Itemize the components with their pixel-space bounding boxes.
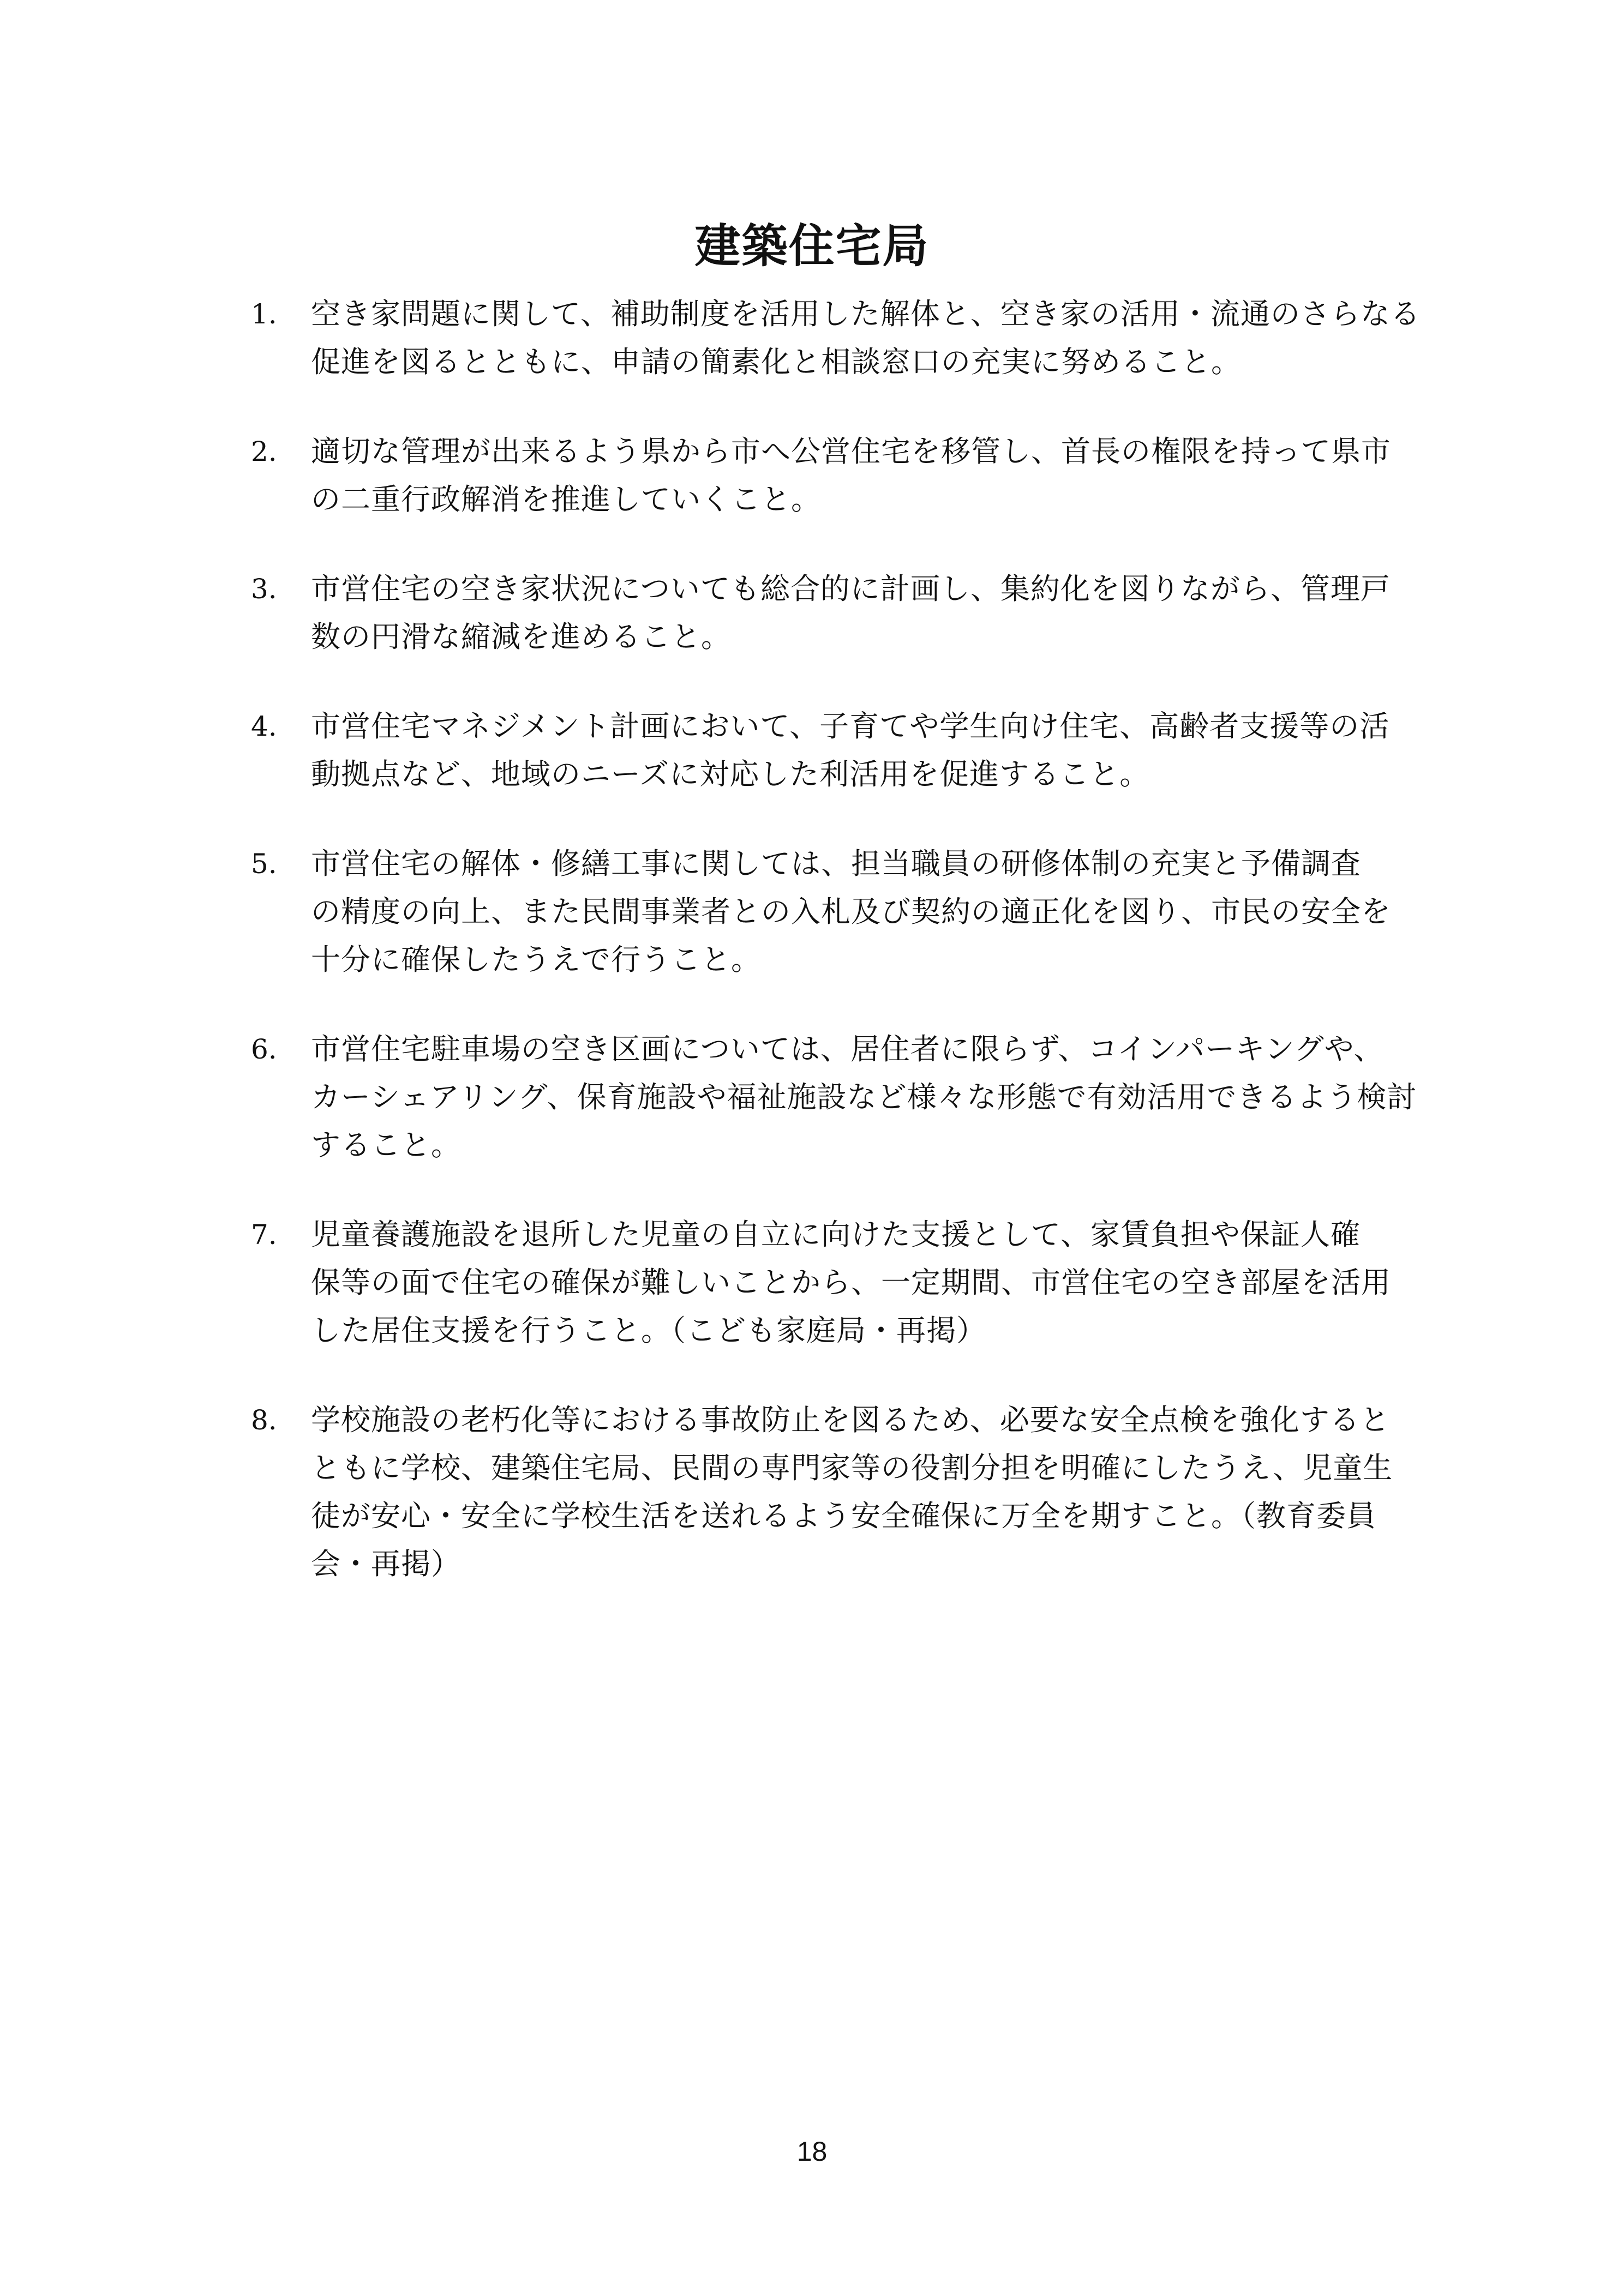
item-number: 3. xyxy=(251,573,277,605)
item-number: 7. xyxy=(251,1219,277,1251)
item-number: 4. xyxy=(251,711,277,742)
item-text: 市営住宅マネジメント計画において、子育てや学生向け住宅、高齢者支援等の活 動拠点など、地域のニーズに対応した利活用を促進すること。 xyxy=(311,709,1390,791)
item-number: 6. xyxy=(251,1033,277,1065)
list-item xyxy=(251,1396,1451,1588)
list-item xyxy=(251,428,1451,524)
list-item xyxy=(251,1211,1451,1355)
item-text: 市営住宅の解体・修繕工事に関しては、担当職員の研修体制の充実と予備調査 の精度の向上、また民間事業者との入札及び契約の適正化を図り、市民の安全を 十分に確保したうえで行うこと。 xyxy=(311,846,1391,977)
item-number: 5. xyxy=(251,848,277,880)
item-text: 児童養護施設を退所した児童の自立に向けた支援として、家賃負担や保証人確 保等の面で住宅の確保が難しいことから、一定期間、市営住宅の空き部屋を活用 した居住支援を行うこと。（こども家庭局・再掲） xyxy=(311,1217,1391,1348)
item-number: 1. xyxy=(251,298,277,330)
list-item xyxy=(251,840,1451,984)
request-list xyxy=(251,290,1451,1630)
item-number: 8. xyxy=(251,1404,277,1436)
list-item xyxy=(251,1025,1451,1169)
page-title: 建築住宅局 xyxy=(694,219,930,273)
page-number: 18 xyxy=(796,2136,828,2167)
item-text: 学校施設の老朽化等における事故防止を図るため、必要な安全点検を強化すると ともに学校、建築住宅局、民間の専門家等の役割分担を明確にしたうえ、児童生 徒が安心・安全に学校生活を送れるよう安全確保に万全を期すこと。（教育委員 会・再掲） xyxy=(311,1403,1393,1581)
item-text: 市営住宅の空き家状況についても総合的に計画し、集約化を図りながら、管理戸 数の円滑な縮減を進めること。 xyxy=(311,572,1391,654)
list-item xyxy=(251,565,1451,661)
item-number: 2. xyxy=(251,436,277,467)
item-text: 空き家問題に関して、補助制度を活用した解体と、空き家の活用・流通のさらなる 促進を図るとともに、申請の簡素化と相談窓口の充実に努めること。 xyxy=(311,297,1421,379)
item-text: 市営住宅駐車場の空き区画については、居住者に限らず、コインパーキングや、 カーシェアリング、保育施設や福祉施設など様々な形態で有効活用できるよう検討 すること。 xyxy=(311,1032,1417,1162)
list-item xyxy=(251,290,1451,386)
item-text: 適切な管理が出来るよう県から市へ公営住宅を移管し、首長の権限を持って県市 の二重行政解消を推進していくこと。 xyxy=(311,434,1391,516)
list-item xyxy=(251,702,1451,798)
